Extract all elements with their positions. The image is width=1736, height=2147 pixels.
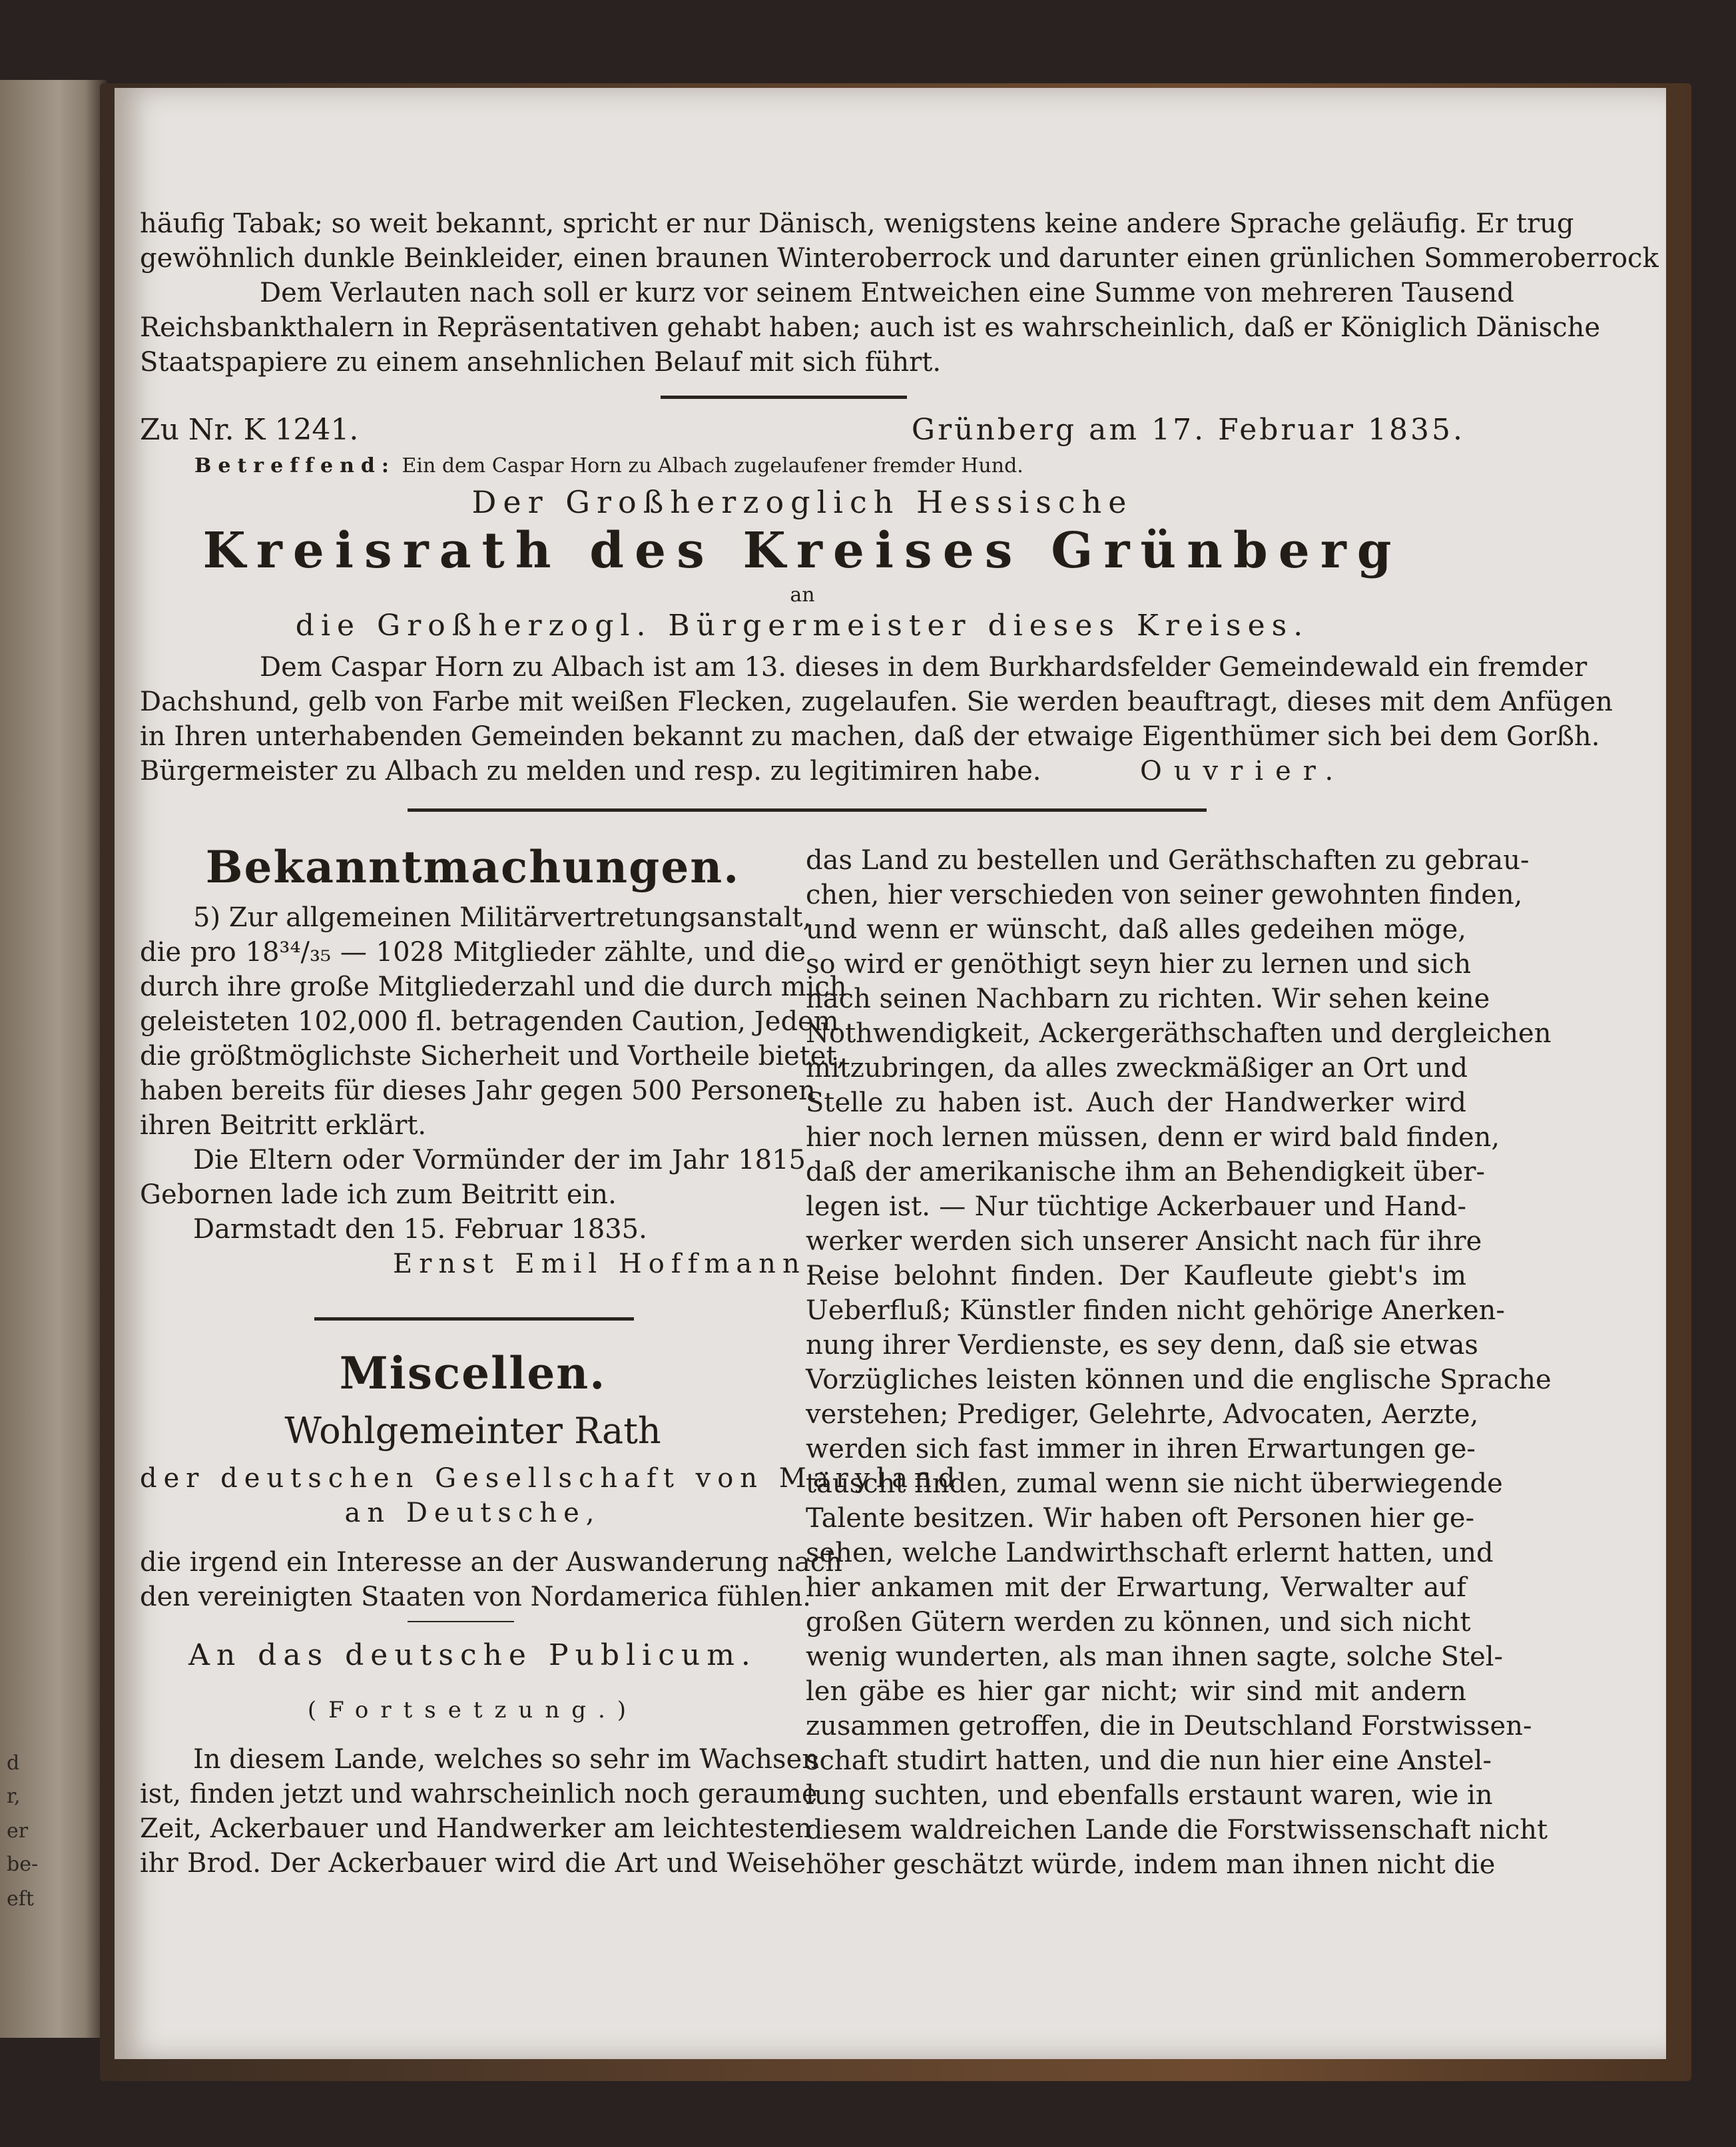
separator-rule xyxy=(408,808,1207,812)
text-line: Talente besitzen. Wir haben oft Personen hier ge- xyxy=(806,1503,1475,1534)
text-line: In diesem Lande, welches so sehr im Wachsen xyxy=(193,1744,820,1775)
text-line: Stelle zu haben ist. Auch der Handwerker wird xyxy=(806,1087,1466,1118)
text-line: Nothwendigkeit, Ackergeräthschaften und dergleichen xyxy=(806,1018,1552,1049)
separator-rule xyxy=(314,1317,634,1321)
text-line: diesem waldreichen Lande die Forstwissenschaft nicht xyxy=(806,1815,1548,1845)
notice-signature: Ouvrier. xyxy=(1140,756,1346,786)
text-line: ihr Brod. Der Ackerbauer wird die Art und Weise xyxy=(140,1848,806,1879)
text-line: lung suchten, und ebenfalls erstaunt waren, wie in xyxy=(806,1780,1493,1811)
subject-text: Ein dem Caspar Horn zu Albach zugelaufener fremder Hund. xyxy=(402,454,1023,477)
text-line: gewöhnlich dunkle Beinkleider, einen braunen Winteroberrock und darunter einen grünlichen Sommeroberrock xyxy=(140,243,1659,274)
text-line: das Land zu bestellen und Geräthschaften zu gebrau- xyxy=(806,845,1530,876)
text-line: Bürgermeister zu Albach zu melden und resp. zu legitimiren habe. xyxy=(140,756,1041,786)
notice-ref: Zu Nr. K 1241. xyxy=(140,413,359,447)
subject-label: Betreffend: xyxy=(194,454,396,477)
text-line: Zeit, Ackerbauer und Handwerker am leichtesten xyxy=(140,1813,812,1844)
text-line: Dem Caspar Horn zu Albach ist am 13. dieses in dem Burkhardsfelder Gemeindewald ein fremder xyxy=(260,652,1588,683)
text-line: Ueberfluß; Künstler finden nicht gehörige Anerken- xyxy=(806,1295,1505,1326)
text-line: großen Gütern werden zu können, und sich nicht xyxy=(806,1607,1471,1638)
text-line: verstehen; Prediger, Gelehrte, Advocaten, Aerzte, xyxy=(806,1399,1479,1430)
text-line: sehen, welche Landwirthschaft erlernt hatten, und xyxy=(806,1538,1494,1568)
text-line: Reise belohnt finden. Der Kaufleute giebt's im xyxy=(806,1261,1466,1291)
separator-rule xyxy=(408,1621,514,1622)
text-line: ist, finden jetzt und wahrscheinlich noch geraume xyxy=(140,1779,818,1809)
text-line: und wenn er wünscht, daß alles gedeihen möge, xyxy=(806,914,1466,945)
text-line: so wird er genöthigt seyn hier zu lernen und sich xyxy=(806,949,1472,980)
text-line: häufig Tabak; so weit bekannt, spricht er nur Dänisch, wenigstens keine andere Sprache geläufig. Er trug xyxy=(140,208,1574,239)
notice-place-date: Grünberg am 17. Februar 1835. xyxy=(911,413,1465,447)
text-line: hier ankamen mit der Erwartung, Verwalter auf xyxy=(806,1572,1466,1603)
text-line: Dachshund, gelb von Farbe mit weißen Flecken, zugelaufen. Sie werden beauftragt, dieses mit dem Anfügen xyxy=(140,687,1613,717)
text-line: die pro 18³⁴/₃₅ — 1028 Mitglieder zählte, und die xyxy=(140,937,806,968)
text-line: Darmstadt den 15. Februar 1835. xyxy=(193,1214,647,1245)
text-line: hier noch lernen müssen, denn er wird bald finden, xyxy=(806,1122,1500,1153)
notice-subject xyxy=(194,449,1023,483)
miscellen-sub-lines xyxy=(140,1461,962,1614)
miscellen-continuation: (Fortsetzung.) xyxy=(307,1697,639,1723)
text-line: die größtmöglichste Sicherheit und Vortheile bietet, xyxy=(140,1041,846,1072)
notice-title-line2: Kreisrath des Kreises Grünberg xyxy=(202,522,1402,579)
announcements-heading: Bekanntmachungen. xyxy=(205,841,740,893)
right-column xyxy=(806,843,1552,1882)
document-page xyxy=(115,88,1666,2059)
text-line: len gäbe es hier gar nicht; wir sind mit andern xyxy=(806,1676,1466,1707)
text-line: ihren Beitritt erklärt. xyxy=(140,1110,427,1141)
text-line: Dem Verlauten nach soll er kurz vor seinem Entweichen eine Summe von mehreren Tausend xyxy=(260,278,1514,308)
left-page-edge xyxy=(0,80,107,2038)
text-line: der deutschen Gesellschaft von Maryland xyxy=(140,1463,962,1494)
text-line: chen, hier verschieden von seiner gewohnten finden, xyxy=(806,880,1523,910)
miscellen-heading: Miscellen. xyxy=(339,1347,607,1399)
text-line: durch ihre große Mitgliederzahl und die durch mich xyxy=(140,972,847,1002)
separator-rule xyxy=(661,396,907,399)
text-line: werker werden sich unserer Ansicht nach für ihre xyxy=(806,1226,1482,1257)
text-line: Staatspapiere zu einem ansehnlichen Belauf mit sich führt. xyxy=(140,347,942,378)
text-line: 5) Zur allgemeinen Militärvertretungsanstalt, xyxy=(193,902,812,933)
announcements-body xyxy=(140,900,847,1281)
text-line: werden sich fast immer in ihren Erwartungen ge- xyxy=(806,1434,1476,1464)
text-line: an Deutsche, xyxy=(344,1498,601,1528)
text-line: legen ist. — Nur tüchtige Ackerbauer und Hand- xyxy=(806,1191,1466,1222)
text-line: Die Eltern oder Vormünder der im Jahr 1815 xyxy=(193,1145,806,1175)
miscellen-address: An das deutsche Publicum. xyxy=(188,1638,757,1672)
left-margin-char: er xyxy=(7,1819,29,1843)
text-line: täuscht finden, zumal wenn sie nicht überwiegende xyxy=(806,1468,1503,1499)
intro-paragraph xyxy=(140,206,1659,380)
text-line: den vereinigten Staaten von Nordamerica fühlen. xyxy=(140,1582,811,1612)
announcements-signature: Ernst Emil Hoffmann. xyxy=(393,1249,822,1279)
miscellen-body xyxy=(140,1742,820,1881)
text-line: Reichsbankthalern in Repräsentativen gehabt haben; auch ist es wahrscheinlich, daß er Königlich Dänische xyxy=(140,312,1601,343)
text-line: daß der amerikanische ihm an Behendigkeit über- xyxy=(806,1157,1486,1187)
text-line: mitzubringen, da alles zweckmäßiger an Ort und xyxy=(806,1053,1468,1083)
left-margin-char: d xyxy=(7,1751,20,1775)
text-line: nach seinen Nachbarn zu richten. Wir sehen keine xyxy=(806,984,1490,1014)
left-margin-char: r, xyxy=(7,1785,21,1808)
text-line: schaft studirt hatten, und die nun hier eine Anstel- xyxy=(806,1745,1492,1776)
text-line: Gebornen lade ich zum Beitritt ein. xyxy=(140,1179,617,1210)
text-line: nung ihrer Verdienste, es sey denn, daß sie etwas xyxy=(806,1330,1478,1361)
notice-title-line1: Der Großherzoglich Hessische xyxy=(471,484,1133,520)
text-line: zusammen getroffen, die in Deutschland Forstwissen- xyxy=(806,1711,1532,1741)
left-margin-char: eft xyxy=(7,1887,34,1911)
miscellen-subheading: Wohlgemeinter Rath xyxy=(284,1410,661,1452)
notice-title-line4: die Großherzogl. Bürgermeister dieses Kreises. xyxy=(295,609,1310,643)
text-line: die irgend ein Interesse an der Auswanderung nach xyxy=(140,1547,843,1578)
notice-title-line3: an xyxy=(790,583,815,607)
left-margin-char: be- xyxy=(7,1853,39,1876)
text-line: wenig wunderten, als man ihnen sagte, solche Stel- xyxy=(806,1642,1504,1672)
text-line: in Ihren unterhabenden Gemeinden bekannt zu machen, daß der etwaige Eigenthümer sich bei dem Gorßh. xyxy=(140,721,1600,752)
text-line: höher geschätzt würde, indem man ihnen nicht die xyxy=(806,1849,1496,1880)
text-line: geleisteten 102,000 fl. betragenden Caution, Jedem xyxy=(140,1006,839,1037)
text-line: haben bereits für dieses Jahr gegen 500 Personen xyxy=(140,1075,816,1106)
text-line: Vorzügliches leisten können und die englische Sprache xyxy=(806,1365,1552,1395)
